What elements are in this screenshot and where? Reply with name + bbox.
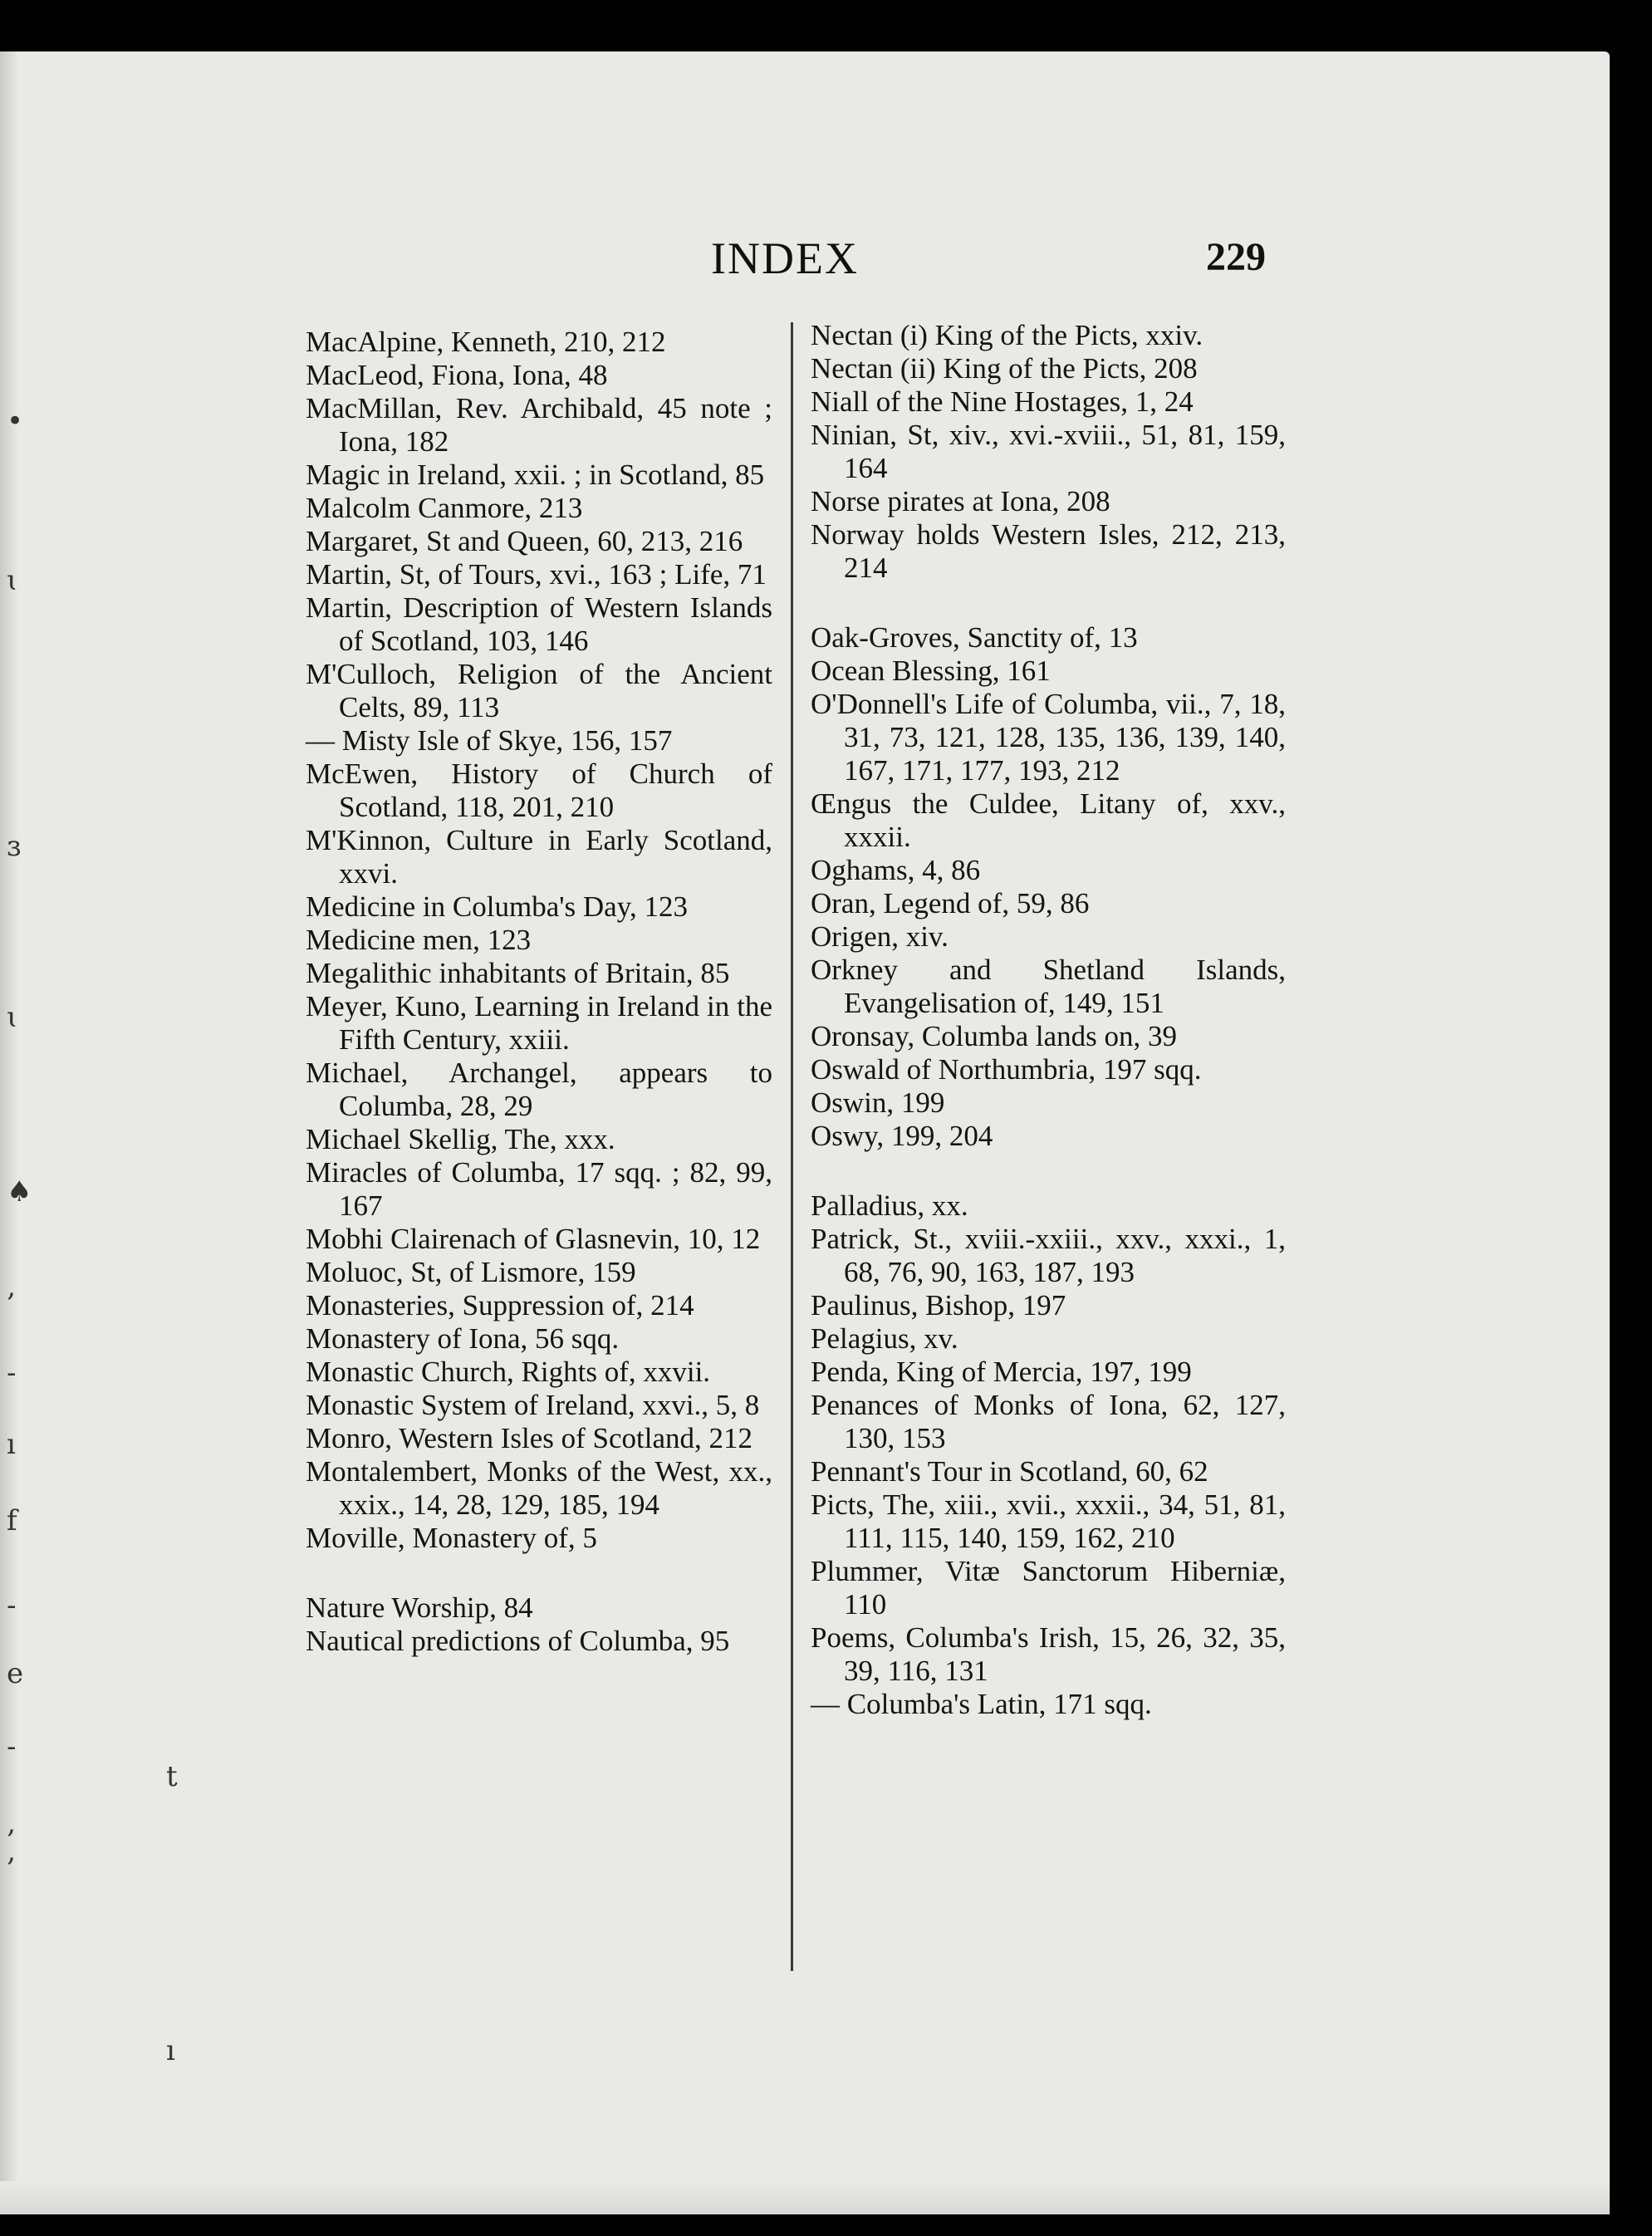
index-entry: MacLeod, Fiona, Iona, 48 <box>306 359 608 391</box>
margin-mark: ‚ <box>7 1270 16 1303</box>
index-entry: Monastery of Iona, 56 sqq. <box>306 1322 620 1355</box>
index-entry: Ocean Blessing, 161 <box>811 655 1051 687</box>
margin-mark: ɩ <box>7 564 18 597</box>
index-entry: Oswin, 199 <box>811 1086 945 1119</box>
index-entry: McEwen, History of Church of Scotland, 118, 201, 210 <box>306 758 772 823</box>
index-entry: Oswy, 199, 204 <box>811 1120 993 1152</box>
index-entry: Moville, Monastery of, 5 <box>306 1522 597 1554</box>
margin-mark: - <box>7 1356 17 1390</box>
margin-mark: ♠ <box>7 1175 32 1209</box>
index-entry: M'Culloch, Religion of the Ancient Celts, 89, 113 <box>306 658 772 723</box>
index-entry: M'Kinnon, Culture in Early Scotland, xxvi. <box>306 824 772 890</box>
index-entry: Oronsay, Columba lands on, 39 <box>811 1020 1178 1052</box>
index-entry: Penances of Monks of Iona, 62, 127, 130, 153 <box>811 1389 1286 1454</box>
margin-mark: ı <box>166 2034 175 2067</box>
index-entry: Orkney and Shetland Islands, Evangelisation of, 149, 151 <box>811 954 1286 1019</box>
index-entry: Medicine men, 123 <box>306 924 532 956</box>
index-entry: Oran, Legend of, 59, 86 <box>811 887 1090 919</box>
margin-mark: - <box>7 1589 17 1622</box>
margin-mark: ɜ <box>7 830 22 863</box>
index-entry: — Columba's Latin, 171 sqq. <box>811 1688 1152 1720</box>
index-entry: Oswald of Northumbria, 197 sqq. <box>811 1053 1202 1086</box>
left-margin-marks <box>0 51 178 2214</box>
index-entry: Miracles of Columba, 17 sqq. ; 82, 99, 167 <box>306 1156 772 1222</box>
index-entry: Œngus the Culdee, Litany of, xxv., xxxii. <box>811 787 1286 853</box>
page-bottom-shadow <box>0 2181 1610 2214</box>
index-entry: Oghams, 4, 86 <box>811 854 981 886</box>
index-entry: Nectan (i) King of the Picts, xxiv. <box>811 319 1203 351</box>
index-column-right <box>811 319 1286 1721</box>
index-entry: Origen, xiv. <box>811 920 949 953</box>
index-entry: Monasteries, Suppression of, 214 <box>306 1289 694 1321</box>
index-entry: Michael Skellig, The, xxx. <box>306 1123 615 1155</box>
index-entry: Palladius, xx. <box>811 1189 968 1222</box>
index-entry: Monro, Western Isles of Scotland, 212 <box>306 1422 752 1454</box>
index-entry: Pennant's Tour in Scotland, 60, 62 <box>811 1455 1208 1488</box>
index-entry: Margaret, St and Queen, 60, 213, 216 <box>306 525 743 557</box>
index-entry: Malcolm Canmore, 213 <box>306 492 583 524</box>
index-entry: O'Donnell's Life of Columba, vii., 7, 18, 31, 73, 121, 128, 135, 136, 139, 140, 167, 171, 177, 193, 212 <box>811 688 1286 787</box>
index-entry: Nectan (ii) King of the Picts, 208 <box>811 352 1198 385</box>
index-entry: Monastic System of Ireland, xxvi., 5, 8 <box>306 1389 760 1421</box>
index-entry: — Misty Isle of Skye, 156, 157 <box>306 724 673 757</box>
index-entry: Martin, St, of Tours, xvi., 163 ; Life, 71 <box>306 558 767 591</box>
index-entry: Moluoc, St, of Lismore, 159 <box>306 1256 636 1288</box>
index-entry: Michael, Archangel, appears to Columba, 28, 29 <box>306 1057 772 1122</box>
index-entry: Magic in Ireland, xxii. ; in Scotland, 85 <box>306 458 765 491</box>
index-entry: Montalembert, Monks of the West, xx., xxix., 14, 28, 129, 185, 194 <box>306 1455 772 1521</box>
index-entry: Megalithic inhabitants of Britain, 85 <box>306 957 730 989</box>
index-entry: Ninian, St, xiv., xvi.-xviii., 51, 81, 159, 164 <box>811 419 1286 484</box>
margin-mark: e <box>7 1657 24 1690</box>
index-entry: Martin, Description of Western Islands of Scotland, 103, 146 <box>306 591 772 657</box>
book-page <box>0 51 1610 2214</box>
index-column-left <box>306 326 772 1658</box>
margin-mark: ‚ <box>7 1807 16 1840</box>
running-head <box>0 233 1610 299</box>
margin-mark: t <box>166 1760 178 1793</box>
index-entry: Paulinus, Bishop, 197 <box>811 1289 1066 1321</box>
margin-mark: • <box>7 405 24 438</box>
margin-mark: - <box>7 1730 17 1763</box>
index-entry: Norse pirates at Iona, 208 <box>811 485 1110 517</box>
index-entry: Mobhi Clairenach of Glasnevin, 10, 12 <box>306 1223 761 1255</box>
margin-mark: ɩ <box>7 1001 18 1034</box>
index-entry: Niall of the Nine Hostages, 1, 24 <box>811 385 1194 418</box>
index-entry: Penda, King of Mercia, 197, 199 <box>811 1356 1192 1388</box>
margin-mark: ‚ <box>7 1835 16 1868</box>
index-entry: Monastic Church, Rights of, xxvii. <box>306 1356 711 1388</box>
index-entry: Nautical predictions of Columba, 95 <box>306 1625 730 1657</box>
index-entry: Picts, The, xiii., xvii., xxxii., 34, 51, 81, 111, 115, 140, 159, 162, 210 <box>811 1488 1286 1554</box>
index-entry: MacMillan, Rev. Archibald, 45 note ; Iona, 182 <box>306 392 772 458</box>
index-entry: Oak-Groves, Sanctity of, 13 <box>811 621 1138 654</box>
index-entry: Pelagius, xv. <box>811 1322 958 1355</box>
index-entry: Poems, Columba's Irish, 15, 26, 32, 35, 39, 116, 131 <box>811 1621 1286 1687</box>
column-divider <box>791 322 793 1971</box>
page-title: INDEX <box>711 233 859 283</box>
index-entry: MacAlpine, Kenneth, 210, 212 <box>306 326 666 358</box>
index-entry: Norway holds Western Isles, 212, 213, 214 <box>811 518 1286 584</box>
index-entry: Medicine in Columba's Day, 123 <box>306 890 688 923</box>
index-entry: Nature Worship, 84 <box>306 1591 533 1624</box>
index-entry: Patrick, St., xviii.-xxiii., xxv., xxxi., 1, 68, 76, 90, 163, 187, 193 <box>811 1223 1286 1288</box>
index-entry: Plummer, Vitæ Sanctorum Hiberniæ, 110 <box>811 1555 1286 1621</box>
index-entry: Meyer, Kuno, Learning in Ireland in the Fifth Century, xxiii. <box>306 990 772 1056</box>
margin-mark: ı <box>7 1428 16 1461</box>
page-number: 229 <box>1206 235 1266 279</box>
margin-mark: f <box>7 1504 17 1537</box>
